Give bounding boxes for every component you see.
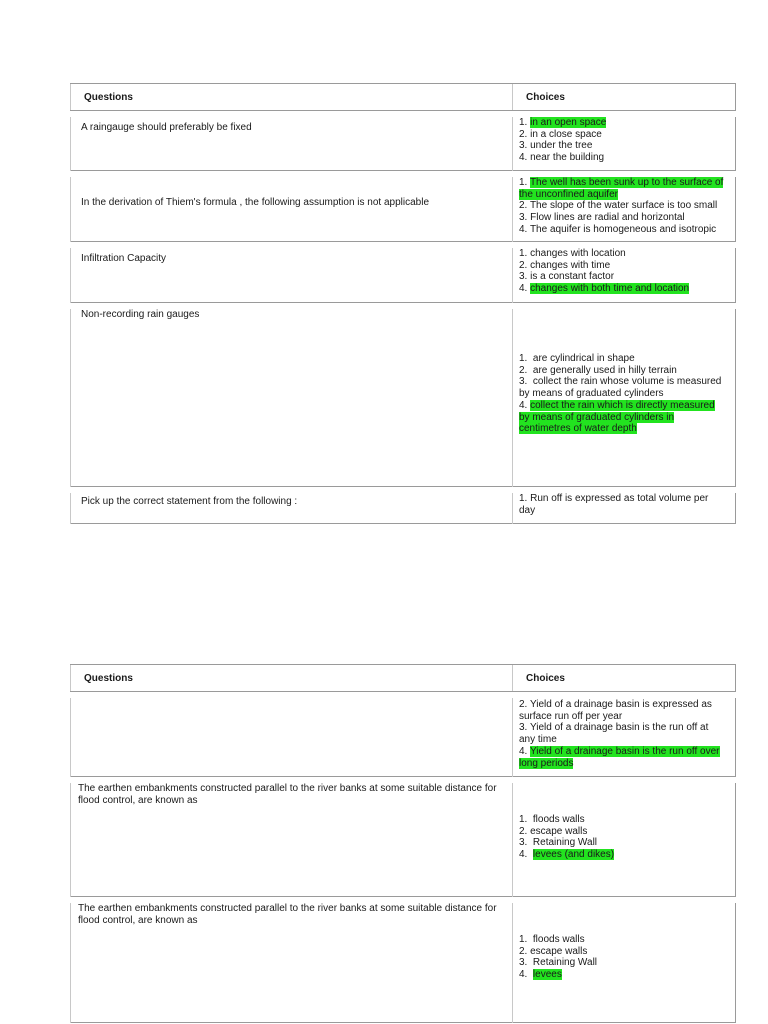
choices-cell	[512, 493, 736, 524]
choices-list	[519, 117, 727, 164]
choice-text-highlighted: in an open space	[530, 117, 607, 128]
choice-number: 4.	[519, 152, 531, 164]
choice-number: 3.	[519, 376, 533, 388]
choice-item	[519, 140, 727, 152]
question-text: A raingauge should preferably be fixed	[81, 122, 252, 133]
choices-list	[519, 353, 727, 435]
choice-number: 4.	[519, 745, 530, 757]
choice-number: 1.	[519, 814, 533, 825]
question-cell	[70, 248, 512, 303]
choices-list	[519, 814, 727, 861]
choice-number: 2.	[519, 128, 531, 140]
table-row	[70, 171, 736, 242]
choices-list	[519, 177, 727, 236]
choice-item	[519, 248, 727, 260]
choice-number: 1.	[519, 934, 533, 945]
choice-item	[519, 722, 727, 745]
choice-text: are cylindrical in shape	[532, 353, 635, 364]
choice-number: 2.	[519, 200, 530, 212]
question-cell	[70, 493, 512, 524]
choice-text: floods walls	[532, 934, 585, 945]
choice-item	[519, 260, 727, 272]
choice-item	[519, 837, 727, 849]
choices-list	[519, 248, 727, 295]
table-row	[70, 897, 736, 1023]
choice-item	[519, 152, 727, 164]
choice-text: The aquifer is homogeneous and isotropic	[529, 223, 717, 235]
choice-text: under the tree	[530, 140, 593, 152]
question-cell	[70, 698, 512, 777]
choice-number: 3.	[519, 837, 533, 849]
choice-item	[519, 376, 727, 399]
choice-item	[519, 400, 727, 435]
choice-item	[519, 946, 727, 958]
question-cell	[70, 783, 512, 897]
table-row	[70, 487, 736, 524]
choice-number: 1.	[519, 353, 533, 364]
table-row	[70, 777, 736, 897]
choice-number: 3.	[519, 722, 530, 734]
table-header-row	[70, 83, 736, 111]
choice-number: 4.	[519, 223, 530, 235]
choice-item	[519, 934, 727, 946]
choice-number: 4.	[519, 849, 533, 861]
choices-list	[519, 699, 727, 769]
choice-text: Yield of a drainage basin is expressed as surface run off per year	[519, 699, 712, 722]
table-row	[70, 692, 736, 777]
choice-item	[519, 283, 727, 295]
choice-item	[519, 212, 727, 224]
choices-cell	[512, 698, 736, 777]
question-text: Infiltration Capacity	[81, 253, 167, 264]
choice-number: 1.	[519, 177, 530, 188]
header-cell-questions	[70, 84, 512, 110]
choice-number: 3.	[519, 212, 531, 224]
choice-item	[519, 353, 727, 365]
choice-number: 2.	[519, 699, 530, 710]
choice-text: Run off is expressed as total volume per day	[519, 493, 709, 516]
choice-text: escape walls	[530, 825, 588, 837]
choices-cell	[512, 177, 736, 242]
table-row	[70, 303, 736, 487]
table-row	[70, 111, 736, 171]
choice-text: collect the rain whose volume is measured by means of graduated cylinders	[519, 376, 722, 400]
question-cell	[70, 117, 512, 171]
question-table-2	[70, 664, 736, 1023]
choice-item	[519, 746, 727, 769]
table-header-row	[70, 664, 736, 692]
question-cell	[70, 309, 512, 487]
choice-text: Flow lines are radial and horizontal	[530, 212, 685, 224]
choices-list	[519, 493, 727, 516]
choice-number: 4.	[519, 283, 531, 295]
choice-item	[519, 177, 727, 200]
choice-text-highlighted: collect the rain which is directly measured by means of graduated cylinders in centimetres of water depth	[519, 399, 715, 435]
choice-text-highlighted: levees	[532, 969, 562, 981]
choice-number: 2.	[519, 825, 531, 837]
choice-item	[519, 826, 727, 838]
choice-number: 2.	[519, 364, 533, 376]
choices-header: Choices	[526, 673, 565, 684]
choice-number: 4.	[519, 969, 533, 981]
choices-cell	[512, 783, 736, 897]
questions-header: Questions	[84, 92, 133, 103]
header-cell-choices	[512, 665, 736, 691]
choice-text-highlighted: The well has been sunk up to the surface of the unconfined aquifer	[519, 177, 724, 200]
choice-text: changes with location	[530, 248, 626, 259]
choices-cell	[512, 248, 736, 303]
choice-text-highlighted: Yield of a drainage basin is the run off over long periods	[519, 745, 720, 769]
choice-item	[519, 129, 727, 141]
choice-text: are generally used in hilly terrain	[532, 364, 677, 376]
choice-item	[519, 814, 727, 826]
choice-number: 3.	[519, 271, 531, 283]
choice-text: in a close space	[530, 128, 602, 140]
question-cell	[70, 177, 512, 242]
question-text: The earthen embankments constructed parallel to the river banks at some suitable distance for flood control, are known as	[78, 783, 497, 806]
choice-text: Retaining Wall	[532, 957, 598, 969]
choice-item	[519, 699, 727, 722]
choice-number: 3.	[519, 140, 531, 152]
questions-header: Questions	[84, 673, 133, 684]
question-text: In the derivation of Thiem's formula , the following assumption is not applicable	[81, 197, 430, 208]
question-text: The earthen embankments constructed parallel to the river banks at some suitable distance for flood control, are known as	[78, 903, 497, 926]
choice-item	[519, 365, 727, 377]
question-cell	[70, 903, 512, 1023]
choice-number: 2.	[519, 945, 531, 957]
choice-number: 3.	[519, 957, 533, 969]
choice-item	[519, 849, 727, 861]
choices-cell	[512, 309, 736, 487]
table-row	[70, 242, 736, 303]
choices-cell	[512, 117, 736, 171]
choice-number: 1.	[519, 493, 531, 504]
choice-number: 1.	[519, 117, 531, 128]
question-text: Pick up the correct statement from the following :	[81, 496, 298, 507]
choice-number: 1.	[519, 248, 531, 259]
header-cell-questions	[70, 665, 512, 691]
choices-cell	[512, 903, 736, 1023]
header-cell-choices	[512, 84, 736, 110]
choice-text: floods walls	[532, 814, 585, 825]
choice-text: escape walls	[530, 945, 588, 957]
choice-text: near the building	[530, 152, 605, 164]
choice-text: changes with time	[530, 259, 611, 271]
question-text: Non-recording rain gauges	[81, 309, 200, 320]
choice-text-highlighted: changes with both time and location	[530, 283, 690, 295]
choice-item	[519, 117, 727, 129]
choice-number: 4.	[519, 399, 531, 411]
choice-item	[519, 271, 727, 283]
choice-text-highlighted: levees (and dikes)	[532, 849, 615, 861]
question-table-1	[70, 83, 736, 524]
choice-text: The slope of the water surface is too small	[529, 200, 718, 212]
choice-text: Retaining Wall	[532, 837, 598, 849]
choice-item	[519, 493, 727, 516]
choice-text: Yield of a drainage basin is the run off at any time	[519, 722, 709, 746]
choice-text: is a constant factor	[530, 271, 615, 283]
choice-item	[519, 957, 727, 969]
choice-number: 2.	[519, 259, 531, 271]
choice-item	[519, 224, 727, 236]
choice-item	[519, 969, 727, 981]
choices-header: Choices	[526, 92, 565, 103]
choice-item	[519, 200, 727, 212]
choices-list	[519, 934, 727, 981]
